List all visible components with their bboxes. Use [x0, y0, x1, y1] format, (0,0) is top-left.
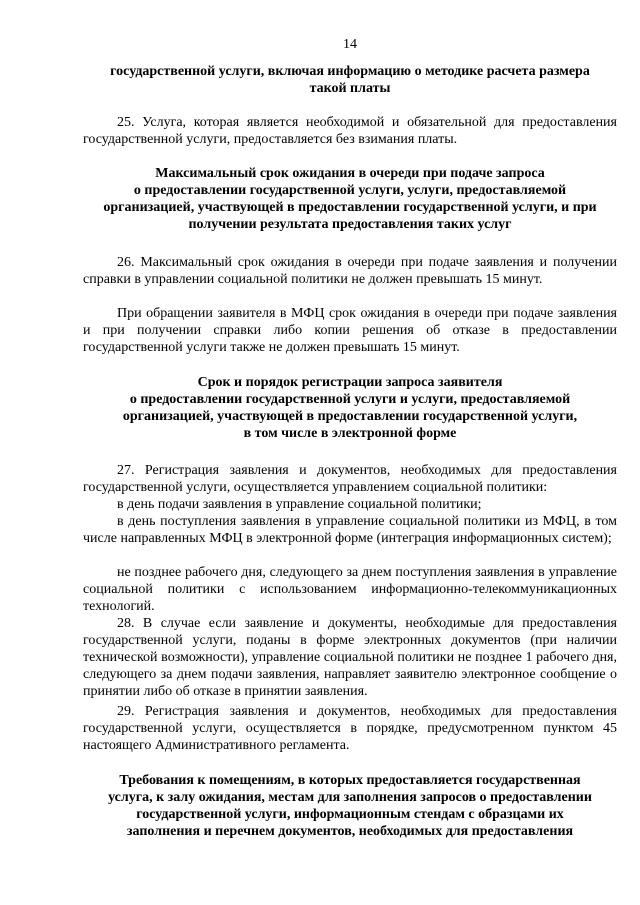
heading-line: государственной услуги, информационным стендам с образцами их — [136, 807, 564, 822]
paragraph-27-item-2: в день поступления заявления в управление социальной политики из МФЦ, в том числе направленных МФЦ в электронной форме (интеграция информационных систем); — [83, 514, 617, 546]
paragraph-27-item-3: не позднее рабочего дня, следующего за днем поступления заявления в управление социальной политики с использованием информационно-телекоммуникационных технологий. — [83, 565, 617, 614]
heading-line: услуга, к залу ожидания, местам для заполнения запросов о предоставлении — [108, 790, 592, 805]
paragraph-27-item-1: в день подачи заявления в управление социальной политики; — [117, 497, 482, 512]
heading-line: получении результата предоставления таких услуг — [188, 217, 512, 232]
heading-line: организацией, участвующей в предоставлении государственной услуги, и при — [103, 200, 597, 215]
heading-line: в том числе в электронной форме — [243, 426, 457, 441]
heading-line: Срок и порядок регистрации запроса заявителя — [197, 375, 503, 390]
heading-line: о предоставлении государственной услуги, услуги, предоставляемой — [133, 183, 567, 198]
paragraph-27: 27. Регистрация заявления и документов, необходимых для предоставления государственной услуги, осуществляется управлением социальной политики: — [83, 463, 617, 495]
heading-line: организацией, участвующей в предоставлении государственной услуги, — [122, 409, 578, 424]
heading-line: заполнения и перечнем документов, необходимых для предоставления — [126, 824, 574, 839]
paragraph-29: 29. Регистрация заявления и документов, необходимых для предоставления государственной услуги, осуществляется в порядке, предусмотренном пунктом 45 настоящего Административного регламента. — [83, 704, 617, 753]
section-heading-premises — [83, 772, 617, 840]
paragraph-25: 25. Услуга, которая является необходимой и обязательной для предоставления государственной услуги, предоставляется без взимания платы. — [83, 115, 617, 147]
heading-line: такой платы — [309, 81, 391, 96]
paragraph-26-mfc: При обращении заявителя в МФЦ срок ожидания в очереди при подаче заявления и при получении справки либо копии решения об отказе в предоставлении государственной услуги также не должен превышать 15 минут. — [83, 306, 617, 355]
section-heading-wait-time — [83, 165, 617, 233]
paragraph-26: 26. Максимальный срок ожидания в очереди при подаче заявления и получении справки в управлении социальной политики не должен превышать 15 минут. — [83, 255, 617, 287]
section-heading-fee — [83, 63, 617, 97]
paragraph-28: 28. В случае если заявление и документы, необходимые для предоставления государственной услуги, поданы в форме электронных документов (при наличии технической возможности), управление социальной политики не позднее 1 рабочего дня, следующего за днем подачи заявления, направляет заявителю электронное сообщение о принятии либо об отказе в принятии заявления. — [83, 616, 617, 699]
heading-line: государственной услуги, включая информацию о методике расчета размера — [110, 64, 590, 79]
heading-line: о предоставлении государственной услуги и услуги, предоставляемой — [129, 392, 571, 407]
page-number: 14 — [343, 37, 357, 52]
heading-line: Максимальный срок ожидания в очереди при подаче запроса — [155, 166, 545, 181]
heading-line: Требования к помещениям, в которых предоставляется государственная — [119, 773, 581, 788]
section-heading-registration — [83, 374, 617, 442]
